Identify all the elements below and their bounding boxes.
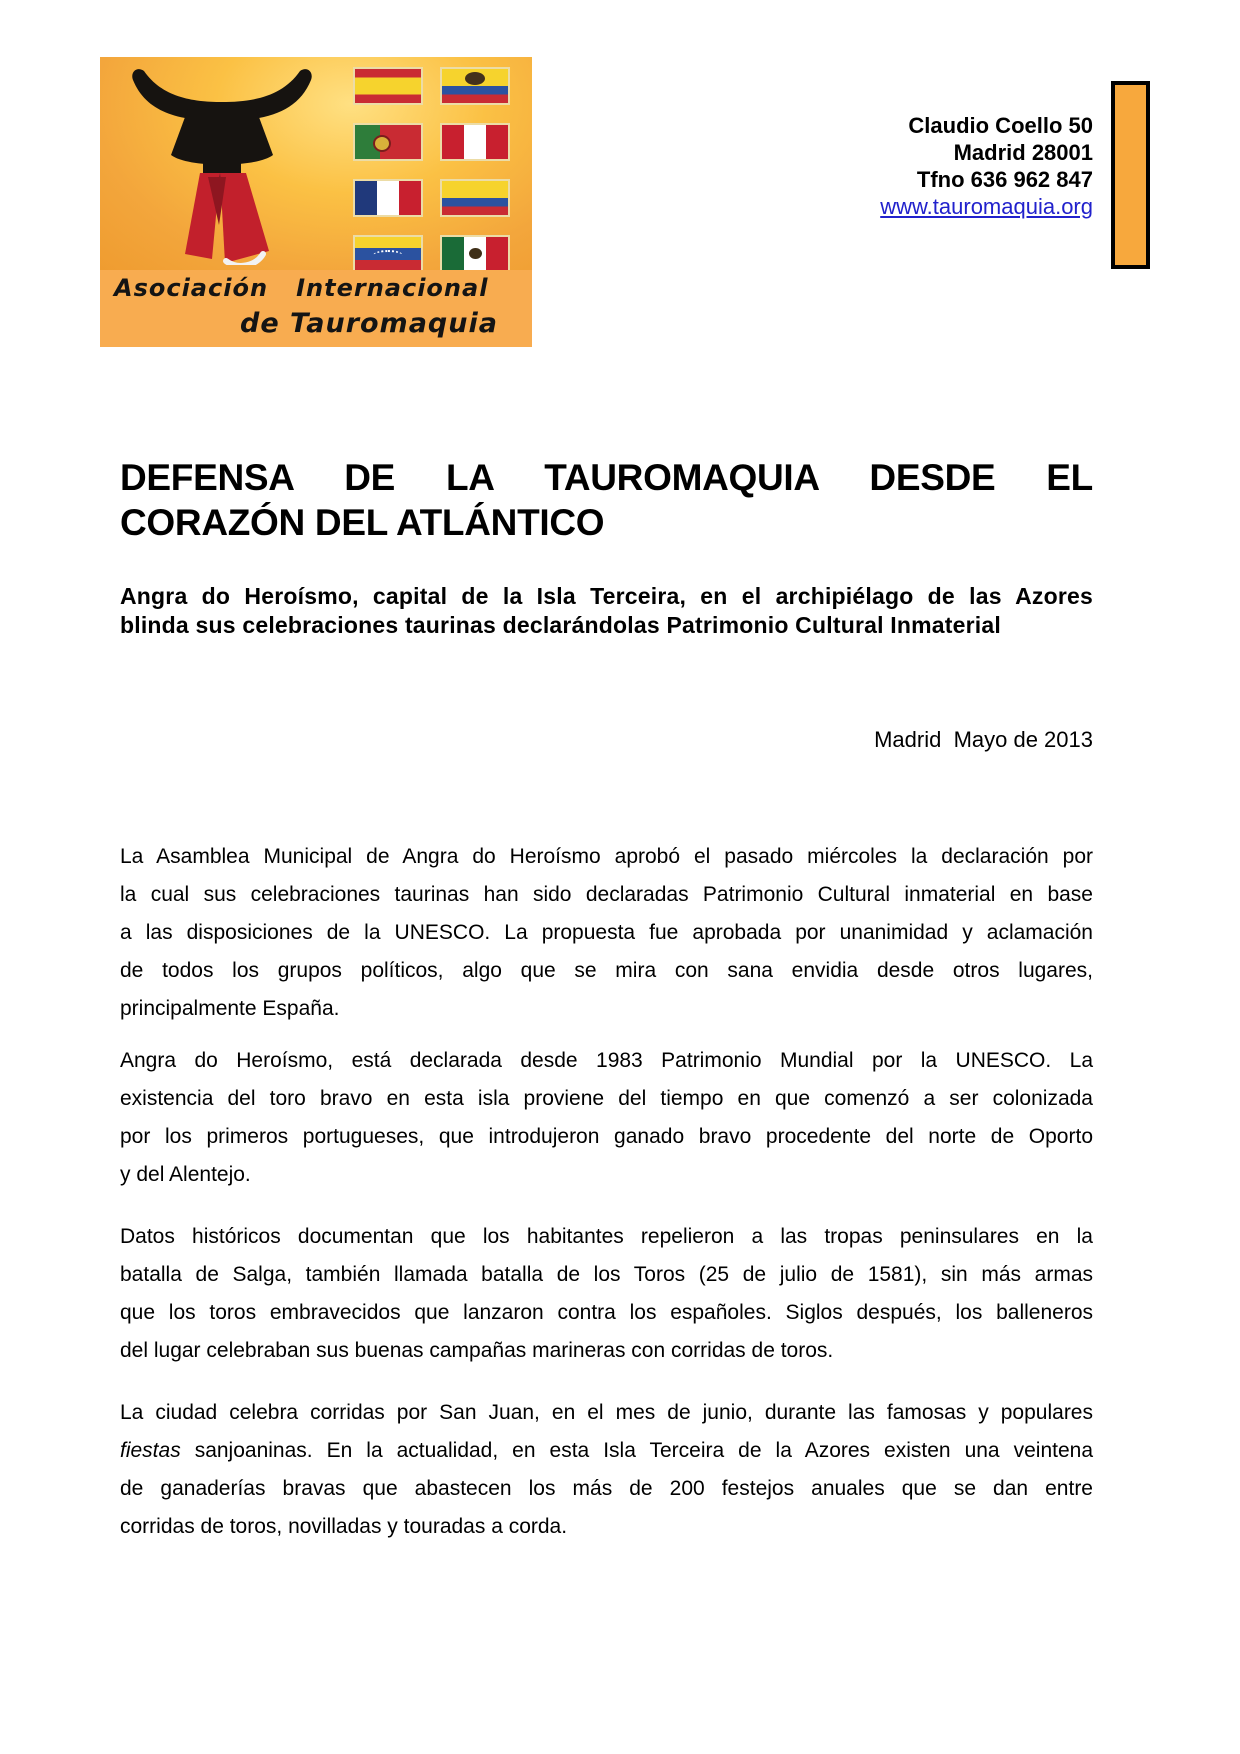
paragraph-line: y del Alentejo.	[120, 1163, 251, 1186]
paragraph-line: batalla de Salga, también llamada batalla de los Toros (25 de julio de 1581), sin más armas	[120, 1263, 1093, 1286]
bull-cape-icon	[106, 65, 338, 265]
paragraph	[120, 1218, 1093, 1370]
association-logo	[100, 57, 532, 347]
paragraph-line: de todos los grupos políticos, algo que se mira con sana envidia desde otros lugares,	[120, 959, 1093, 982]
subtitle-line: blinda sus celebraciones taurinas declarándolas Patrimonio Cultural Inmaterial	[120, 612, 1001, 638]
paragraph-line: existencia del toro bravo en esta isla proviene del tiempo en que comenzó a ser colonizada	[120, 1087, 1093, 1110]
paragraph-line: a las disposiciones de la UNESCO. La propuesta fue aprobada por unanimidad y aclamación	[120, 921, 1093, 944]
contact-address-line1: Claudio Coello 50	[908, 113, 1093, 138]
paragraph-line: de ganaderías bravas que abastecen los más de 200 festejos anuales que se dan entre	[120, 1477, 1093, 1500]
colombia-flag-icon	[442, 181, 508, 215]
document-body	[120, 838, 1093, 1570]
website-link[interactable]: www.tauromaquia.org	[880, 194, 1093, 219]
dateline: Madrid Mayo de 2013	[874, 727, 1093, 752]
paragraph-line: que los toros embravecidos que lanzaron contra los españoles. Siglos después, los balleneros	[120, 1301, 1093, 1324]
paragraph	[120, 1042, 1093, 1194]
paragraph-line: la cual sus celebraciones taurinas han sido declaradas Patrimonio Cultural inmaterial en base	[120, 883, 1093, 906]
document-subtitle	[120, 582, 1093, 640]
contact-phone: Tfno 636 962 847	[916, 167, 1093, 192]
paragraph	[120, 1394, 1093, 1546]
title-line: DEFENSA DE LA TAUROMAQUIA DESDE EL	[120, 457, 1093, 498]
portugal-flag-emblem	[373, 135, 391, 152]
contact-address-line2: Madrid 28001	[953, 140, 1093, 165]
paragraph-line: del lugar celebraban sus buenas campañas marineras con corridas de toros.	[120, 1339, 834, 1362]
logo-artwork	[100, 57, 532, 270]
mexico-flag-emblem	[469, 248, 482, 259]
subtitle-line: Angra do Heroísmo, capital de la Isla Terceira, en el archipiélago de las Azores	[120, 583, 1093, 609]
portugal-flag-icon	[355, 125, 421, 159]
paragraph-line: fiestas sanjoaninas. En la actualidad, en esta Isla Terceira de la Azores existen una veintena	[120, 1439, 1093, 1462]
paragraph-line: La Asamblea Municipal de Angra do Heroísmo aprobó el pasado miércoles la declaración por	[120, 845, 1093, 868]
title-line: CORAZÓN DEL ATLÁNTICO	[120, 502, 605, 543]
logo-text-band	[100, 270, 532, 347]
document-title	[120, 455, 1093, 545]
mexico-flag-icon	[442, 237, 508, 271]
org-name-line1: Asociación Internacional	[114, 274, 489, 302]
france-flag-icon	[355, 181, 421, 215]
paragraph-line: por los primeros portugueses, que introdujeron ganado bravo procedente del norte de Oporto	[120, 1125, 1093, 1148]
ecuador-flag-emblem	[465, 72, 485, 85]
decorative-side-bar	[1111, 81, 1150, 269]
ecuador-flag-icon	[442, 69, 508, 103]
contact-block	[880, 112, 1093, 220]
venezuela-flag-emblem	[373, 250, 403, 261]
venezuela-flag-icon	[355, 237, 421, 271]
org-name-line2: de Tauromaquia	[240, 308, 498, 339]
paragraph-line: corridas de toros, novilladas y touradas a corda.	[120, 1515, 568, 1538]
peru-flag-icon	[442, 125, 508, 159]
paragraph-line: Datos históricos documentan que los habitantes repelieron a las tropas peninsulares en la	[120, 1225, 1093, 1248]
spain-flag-icon	[355, 69, 421, 103]
paragraph-line: principalmente España.	[120, 997, 340, 1020]
paragraph-line: Angra do Heroísmo, está declarada desde 1983 Patrimonio Mundial por la UNESCO. La	[120, 1049, 1093, 1072]
paragraph	[120, 838, 1093, 1028]
paragraph-line: La ciudad celebra corridas por San Juan, en el mes de junio, durante las famosas y populares	[120, 1401, 1093, 1424]
